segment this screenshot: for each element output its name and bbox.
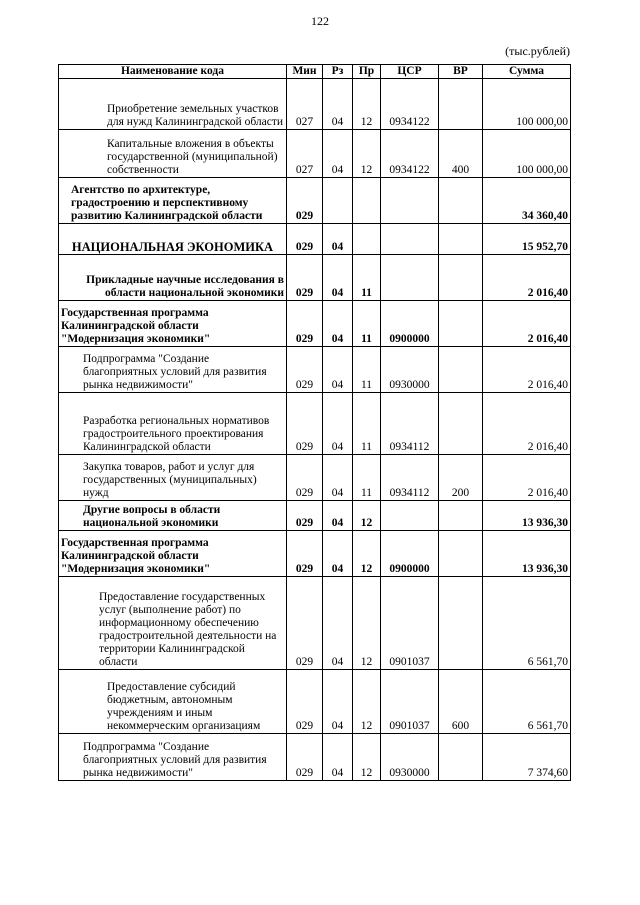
row-csr <box>381 178 439 224</box>
row-vr <box>439 178 483 224</box>
row-name: Подпрограмма "Создание благоприятных условий для развития рынка недвижимости" <box>59 347 287 393</box>
row-csr: 0900000 <box>381 531 439 577</box>
row-pr: 12 <box>353 531 381 577</box>
row-name: Капитальные вложения в объекты государственной (муниципальной) собственности <box>59 130 287 178</box>
table-row <box>59 577 571 670</box>
row-min: 029 <box>287 455 323 501</box>
row-vr <box>439 301 483 347</box>
row-sum: 6 561,70 <box>483 670 571 734</box>
row-pr: 12 <box>353 130 381 178</box>
row-name: Подпрограмма "Создание благоприятных условий для развития рынка недвижимости" <box>59 734 287 781</box>
row-sum: 2 016,40 <box>483 301 571 347</box>
table-row <box>59 734 571 781</box>
row-csr: 0901037 <box>381 577 439 670</box>
row-rz: 04 <box>323 734 353 781</box>
row-rz: 04 <box>323 455 353 501</box>
row-csr: 0930000 <box>381 347 439 393</box>
table-row <box>59 455 571 501</box>
row-vr <box>439 501 483 531</box>
row-vr <box>439 393 483 455</box>
row-sum: 13 936,30 <box>483 531 571 577</box>
row-csr: 0934112 <box>381 455 439 501</box>
table-row <box>59 255 571 301</box>
row-name: Приобретение земельных участков для нужд Калининградской области <box>59 79 287 130</box>
row-sum: 2 016,40 <box>483 255 571 301</box>
row-sum: 100 000,00 <box>483 79 571 130</box>
row-sum: 100 000,00 <box>483 130 571 178</box>
row-name: Предоставление государственных услуг (выполнение работ) по информационному обеспечению градостроительной деятельности на территории Калининградской области <box>59 577 287 670</box>
row-rz: 04 <box>323 301 353 347</box>
row-min: 029 <box>287 255 323 301</box>
row-csr <box>381 224 439 255</box>
row-sum: 2 016,40 <box>483 393 571 455</box>
row-vr: 600 <box>439 670 483 734</box>
header-sum: Сумма <box>483 65 571 79</box>
row-sum: 13 936,30 <box>483 501 571 531</box>
row-min: 029 <box>287 670 323 734</box>
row-rz: 04 <box>323 531 353 577</box>
row-name: НАЦИОНАЛЬНАЯ ЭКОНОМИКА <box>59 224 287 255</box>
row-csr <box>381 255 439 301</box>
row-csr: 0900000 <box>381 301 439 347</box>
row-vr <box>439 224 483 255</box>
row-name: Другие вопросы в области национальной экономики <box>59 501 287 531</box>
row-name: Государственная программа Калининградской области "Модернизация экономики" <box>59 301 287 347</box>
header-name: Наименование кода <box>59 65 287 79</box>
row-csr: 0901037 <box>381 670 439 734</box>
row-name: Агентство по архитектуре, градостроению и перспективному развитию Калининградской области <box>59 178 287 224</box>
row-sum: 7 374,60 <box>483 734 571 781</box>
row-min: 029 <box>287 734 323 781</box>
row-pr: 12 <box>353 734 381 781</box>
row-csr: 0934122 <box>381 79 439 130</box>
row-pr <box>353 178 381 224</box>
row-pr: 11 <box>353 393 381 455</box>
row-name: Разработка региональных нормативов градостроительного проектирования Калининградской области <box>59 393 287 455</box>
row-sum: 6 561,70 <box>483 577 571 670</box>
row-min: 029 <box>287 347 323 393</box>
row-vr: 200 <box>439 455 483 501</box>
row-pr: 12 <box>353 79 381 130</box>
row-vr <box>439 79 483 130</box>
row-csr: 0934122 <box>381 130 439 178</box>
row-name: Закупка товаров, работ и услуг для государственных (муниципальных) нужд <box>59 455 287 501</box>
row-pr: 11 <box>353 455 381 501</box>
row-min: 029 <box>287 178 323 224</box>
table-row <box>59 347 571 393</box>
row-rz: 04 <box>323 670 353 734</box>
row-name: Государственная программа Калининградской области "Модернизация экономики" <box>59 531 287 577</box>
table-row <box>59 130 571 178</box>
row-vr <box>439 531 483 577</box>
row-rz: 04 <box>323 577 353 670</box>
row-vr <box>439 577 483 670</box>
row-vr: 400 <box>439 130 483 178</box>
row-pr: 11 <box>353 301 381 347</box>
row-rz: 04 <box>323 79 353 130</box>
row-min: 029 <box>287 531 323 577</box>
row-sum: 2 016,40 <box>483 347 571 393</box>
table-row <box>59 501 571 531</box>
row-pr <box>353 224 381 255</box>
row-rz: 04 <box>323 224 353 255</box>
header-pr: Пр <box>353 65 381 79</box>
row-rz: 04 <box>323 130 353 178</box>
row-vr <box>439 347 483 393</box>
table-row <box>59 224 571 255</box>
row-min: 027 <box>287 79 323 130</box>
header-vr: ВР <box>439 65 483 79</box>
table-header-row <box>59 65 571 79</box>
table-row <box>59 670 571 734</box>
row-sum: 2 016,40 <box>483 455 571 501</box>
row-name: Прикладные научные исследования в области национальной экономики <box>59 255 287 301</box>
table-row <box>59 79 571 130</box>
row-csr: 0934112 <box>381 393 439 455</box>
page-number: 122 <box>311 14 329 28</box>
row-pr: 11 <box>353 255 381 301</box>
row-pr: 12 <box>353 577 381 670</box>
row-csr <box>381 501 439 531</box>
row-min: 029 <box>287 224 323 255</box>
row-min: 029 <box>287 393 323 455</box>
header-min: Мин <box>287 65 323 79</box>
table-row <box>59 178 571 224</box>
row-sum: 15 952,70 <box>483 224 571 255</box>
row-csr: 0930000 <box>381 734 439 781</box>
row-rz: 04 <box>323 393 353 455</box>
row-rz: 04 <box>323 347 353 393</box>
row-pr: 12 <box>353 501 381 531</box>
header-csr: ЦСР <box>381 65 439 79</box>
row-min: 027 <box>287 130 323 178</box>
row-sum: 34 360,40 <box>483 178 571 224</box>
row-pr: 11 <box>353 347 381 393</box>
row-min: 029 <box>287 301 323 347</box>
row-pr: 12 <box>353 670 381 734</box>
budget-table <box>58 64 571 781</box>
row-name: Предоставление субсидий бюджетным, автономным учреждениям и иным некоммерческим организациям <box>59 670 287 734</box>
row-rz: 04 <box>323 255 353 301</box>
units-label: (тыс.рублей) <box>505 44 570 58</box>
table-row <box>59 531 571 577</box>
row-min: 029 <box>287 577 323 670</box>
row-vr <box>439 255 483 301</box>
row-rz <box>323 178 353 224</box>
table-row <box>59 393 571 455</box>
table-row <box>59 301 571 347</box>
row-vr <box>439 734 483 781</box>
header-rz: Рз <box>323 65 353 79</box>
row-rz: 04 <box>323 501 353 531</box>
row-min: 029 <box>287 501 323 531</box>
